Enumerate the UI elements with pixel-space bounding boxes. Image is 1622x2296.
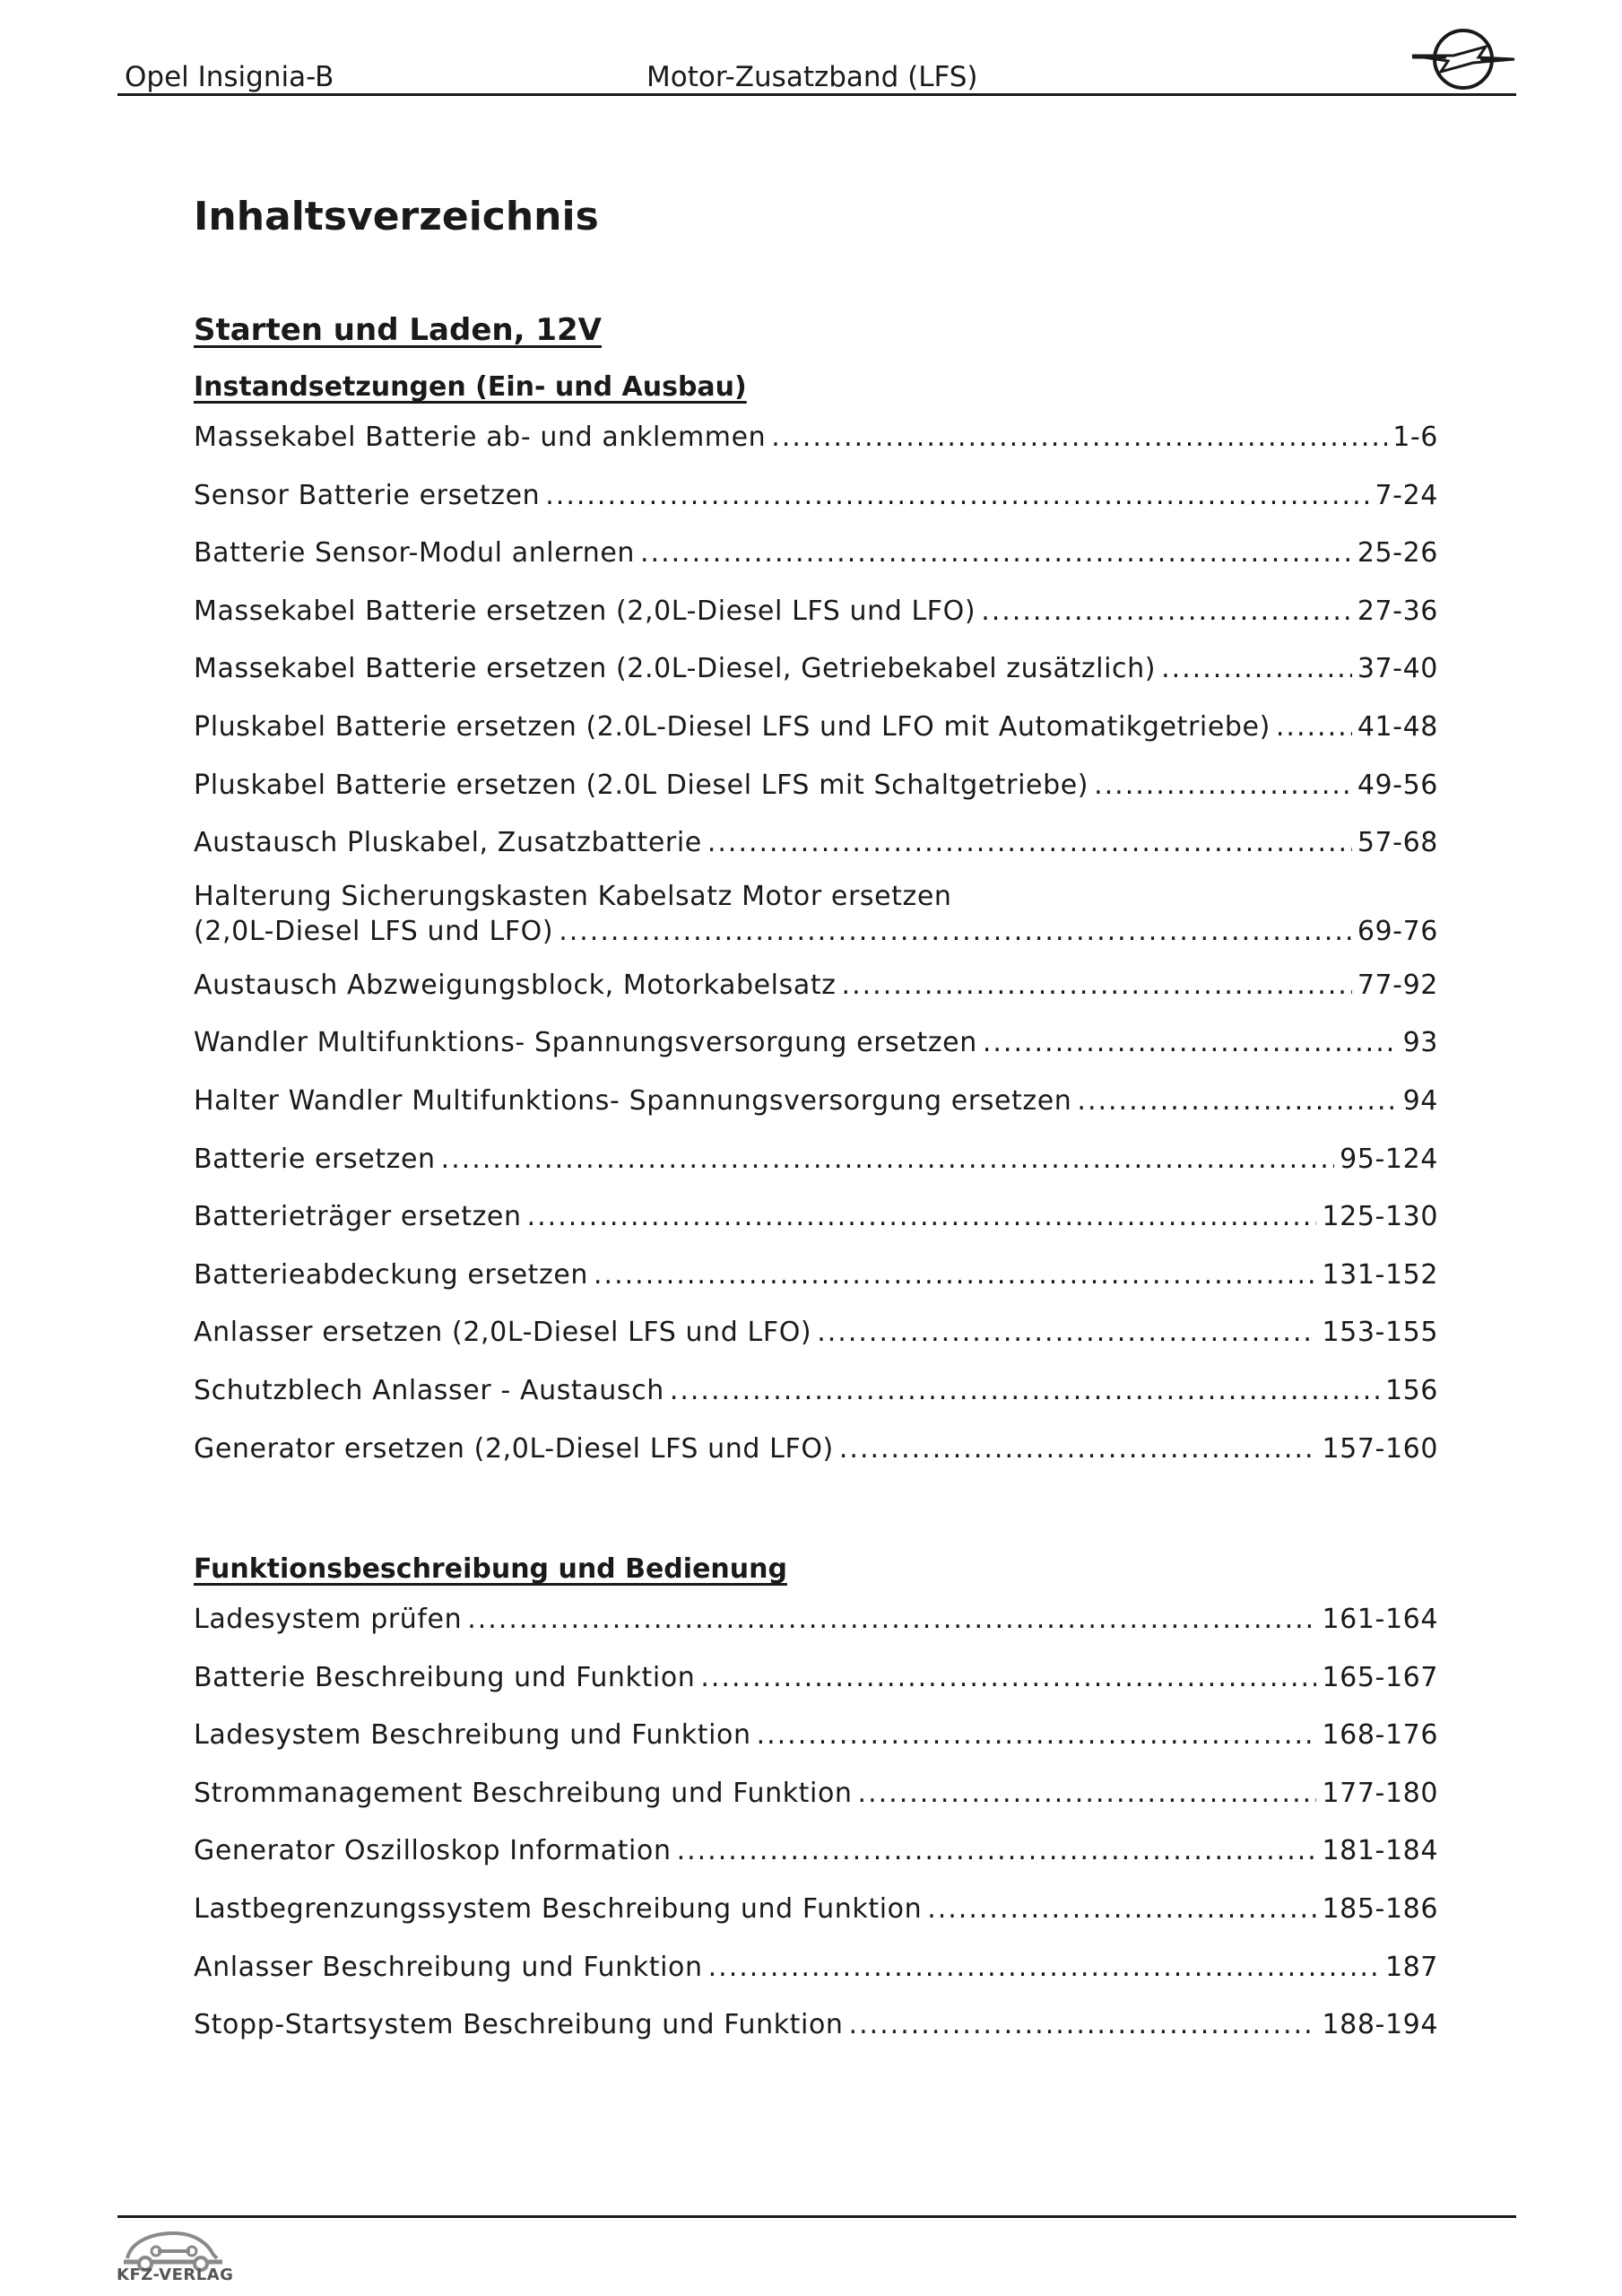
opel-blitz-logo-icon bbox=[1410, 23, 1516, 93]
toc-entry-page: 49-56 bbox=[1357, 769, 1438, 801]
toc-entry-label: Halterung Sicherungskasten Kabelsatz Motor ersetzen bbox=[194, 880, 952, 912]
header-manual-title: Motor-Zusatzband (LFS) bbox=[646, 61, 978, 93]
leader-dots bbox=[1161, 640, 1352, 699]
leader-dots bbox=[707, 814, 1352, 873]
leader-dots bbox=[817, 1304, 1316, 1362]
toc-entry[interactable] bbox=[194, 1362, 1438, 1421]
toc-entry-label: Wandler Multifunktions- Spannungsversorgung ersetzen bbox=[194, 1027, 977, 1059]
toc-entry[interactable] bbox=[194, 814, 1438, 873]
toc-entry-label: Austausch Pluskabel, Zusatzbatterie bbox=[194, 827, 702, 859]
leader-dots bbox=[545, 467, 1369, 526]
toc-entry-label: Massekabel Batterie ersetzen (2,0L-Diesel LFS und LFO) bbox=[194, 595, 976, 627]
toc-entry[interactable] bbox=[194, 1765, 1438, 1823]
toc-entry-page: 157-160 bbox=[1322, 1432, 1438, 1465]
toc-entry-label: Batterie Sensor-Modul anlernen bbox=[194, 537, 635, 570]
toc-entry[interactable] bbox=[194, 1131, 1438, 1189]
toc-entry-label: Pluskabel Batterie ersetzen (2.0L-Diesel LFS und LFO mit Automatikgetriebe) bbox=[194, 710, 1271, 743]
leader-dots bbox=[640, 525, 1352, 583]
leader-dots bbox=[849, 1996, 1317, 2055]
toc-entry-label: Anlasser Beschreibung und Funktion bbox=[194, 1951, 703, 1983]
toc-entry-label: Batterieabdeckung ersetzen bbox=[194, 1258, 589, 1291]
header-vehicle-model: Opel Insignia-B bbox=[125, 61, 334, 93]
toc-entry[interactable] bbox=[194, 583, 1438, 641]
section-title: Starten und Laden, 12V bbox=[194, 312, 602, 348]
footer-divider bbox=[117, 2215, 1516, 2218]
group-title-function: Funktionsbeschreibung und Bedienung bbox=[194, 1553, 787, 1586]
toc-entry-page: 69-76 bbox=[1357, 915, 1438, 947]
toc-entry[interactable] bbox=[194, 1649, 1438, 1708]
leader-dots bbox=[983, 1014, 1398, 1073]
leader-dots bbox=[594, 1247, 1316, 1305]
toc-entry[interactable] bbox=[194, 1014, 1438, 1073]
toc-entry-label: Generator ersetzen (2,0L-Diesel LFS und LFO) bbox=[194, 1432, 834, 1465]
toc-entry-page: 177-180 bbox=[1322, 1777, 1438, 1809]
toc-entry[interactable] bbox=[194, 525, 1438, 583]
toc-entry-label: Schutzblech Anlasser - Austausch bbox=[194, 1374, 664, 1406]
toc-entry-page: 27-36 bbox=[1357, 595, 1438, 627]
toc-entry-label: Stopp-Startsystem Beschreibung und Funktion bbox=[194, 2009, 844, 2041]
toc-entry[interactable] bbox=[194, 1304, 1438, 1362]
leader-dots bbox=[757, 1707, 1317, 1765]
toc-entry-page: 93 bbox=[1402, 1027, 1438, 1059]
leader-dots bbox=[1094, 757, 1352, 815]
toc-entry-label: Batterie Beschreibung und Funktion bbox=[194, 1661, 696, 1693]
toc-entry-label: Massekabel Batterie ab- und anklemmen bbox=[194, 422, 767, 453]
toc-entry[interactable] bbox=[194, 699, 1438, 757]
toc-entry[interactable] bbox=[194, 467, 1438, 526]
toc-entry-label: Batterieträger ersetzen bbox=[194, 1201, 522, 1233]
toc-entry[interactable] bbox=[194, 1939, 1438, 1997]
publisher-name: KFZ-VERLAG bbox=[117, 2266, 234, 2284]
toc-entry-label: Ladesystem prüfen bbox=[194, 1604, 463, 1636]
toc-entry-page: 168-176 bbox=[1322, 1719, 1438, 1752]
toc-entry-page: 25-26 bbox=[1357, 537, 1438, 570]
page-title: Inhaltsverzeichnis bbox=[194, 194, 599, 239]
header-divider bbox=[117, 93, 1516, 96]
leader-dots bbox=[981, 583, 1352, 641]
toc-entry-page: 125-130 bbox=[1322, 1201, 1438, 1233]
toc-entry-page: 161-164 bbox=[1322, 1604, 1438, 1636]
leader-dots bbox=[839, 1421, 1317, 1479]
leader-dots bbox=[700, 1649, 1316, 1708]
toc-entry-label: Strommanagement Beschreibung und Funktion bbox=[194, 1777, 853, 1809]
toc-entry-page: 95-124 bbox=[1340, 1143, 1438, 1175]
toc-content bbox=[194, 188, 1438, 2055]
leader-dots bbox=[441, 1131, 1334, 1189]
toc-entry-page: 37-40 bbox=[1357, 653, 1438, 685]
toc-entry-page: 187 bbox=[1384, 1951, 1438, 1983]
toc-entry[interactable] bbox=[194, 1996, 1438, 2055]
toc-entry-page: 41-48 bbox=[1357, 710, 1438, 743]
toc-entry-label: Halter Wandler Multifunktions- Spannungsversorgung ersetzen bbox=[194, 1084, 1072, 1117]
toc-entry-label: Austausch Abzweigungsblock, Motorkabelsatz bbox=[194, 969, 837, 1001]
toc-entry-page: 188-194 bbox=[1322, 2009, 1438, 2041]
toc-entry[interactable] bbox=[194, 640, 1438, 699]
leader-dots bbox=[708, 1939, 1380, 1997]
toc-entry-page: 57-68 bbox=[1357, 827, 1438, 859]
leader-dots bbox=[927, 1881, 1316, 1939]
leader-dots bbox=[858, 1765, 1317, 1823]
toc-entry[interactable] bbox=[194, 873, 1438, 957]
toc-entry-page: 156 bbox=[1384, 1374, 1438, 1406]
toc-entry-label: Anlasser ersetzen (2,0L-Diesel LFS und LFO) bbox=[194, 1317, 812, 1349]
leader-dots bbox=[1276, 699, 1352, 757]
toc-entry[interactable] bbox=[194, 1188, 1438, 1247]
toc-entry-page: 181-184 bbox=[1322, 1835, 1438, 1867]
toc-entry-page: 165-167 bbox=[1322, 1661, 1438, 1693]
leader-dots bbox=[467, 1591, 1316, 1649]
toc-entry[interactable] bbox=[194, 1421, 1438, 1479]
toc-entry-page: 131-152 bbox=[1322, 1258, 1438, 1291]
toc-entry-label: Generator Oszilloskop Information bbox=[194, 1835, 672, 1867]
toc-entry-label: Batterie ersetzen bbox=[194, 1143, 436, 1175]
toc-entry-page: 1-6 bbox=[1392, 422, 1438, 453]
leader-dots bbox=[1077, 1073, 1397, 1131]
group-title-repairs: Instandsetzungen (Ein- und Ausbau) bbox=[194, 371, 747, 403]
page-header bbox=[117, 0, 1516, 95]
toc-entry[interactable] bbox=[194, 1822, 1438, 1881]
toc-entry-page: 77-92 bbox=[1357, 969, 1438, 1001]
leader-dots bbox=[670, 1362, 1380, 1421]
toc-entry[interactable] bbox=[194, 957, 1438, 1015]
leader-dots bbox=[527, 1188, 1317, 1247]
toc-entry-label: Pluskabel Batterie ersetzen (2.0L Diesel LFS mit Schaltgetriebe) bbox=[194, 769, 1089, 801]
toc-entry-label: Sensor Batterie ersetzen bbox=[194, 479, 541, 511]
leader-dots bbox=[559, 914, 1352, 950]
toc-entry-label: Massekabel Batterie ersetzen (2.0L-Diesel, Getriebekabel zusätzlich) bbox=[194, 653, 1157, 685]
toc-entry-label: Ladesystem Beschreibung und Funktion bbox=[194, 1719, 751, 1752]
toc-entry-label-continued: (2,0L-Diesel LFS und LFO) bbox=[194, 915, 554, 947]
toc-entry[interactable] bbox=[194, 1073, 1438, 1131]
toc-entry[interactable] bbox=[194, 1707, 1438, 1765]
toc-entry[interactable] bbox=[194, 1881, 1438, 1939]
toc-entry-label: Lastbegrenzungssystem Beschreibung und Funktion bbox=[194, 1893, 923, 1926]
toc-entry[interactable] bbox=[194, 1591, 1438, 1649]
toc-entry-page: 153-155 bbox=[1322, 1317, 1438, 1349]
toc-entry[interactable] bbox=[194, 409, 1438, 467]
toc-entry-page: 185-186 bbox=[1322, 1893, 1438, 1926]
leader-dots bbox=[771, 409, 1387, 467]
toc-entry-page: 94 bbox=[1402, 1084, 1438, 1117]
toc-entry-page: 7-24 bbox=[1375, 479, 1438, 511]
leader-dots bbox=[677, 1822, 1317, 1881]
toc-entry[interactable] bbox=[194, 757, 1438, 815]
leader-dots bbox=[842, 957, 1352, 1015]
toc-entry[interactable] bbox=[194, 1247, 1438, 1305]
